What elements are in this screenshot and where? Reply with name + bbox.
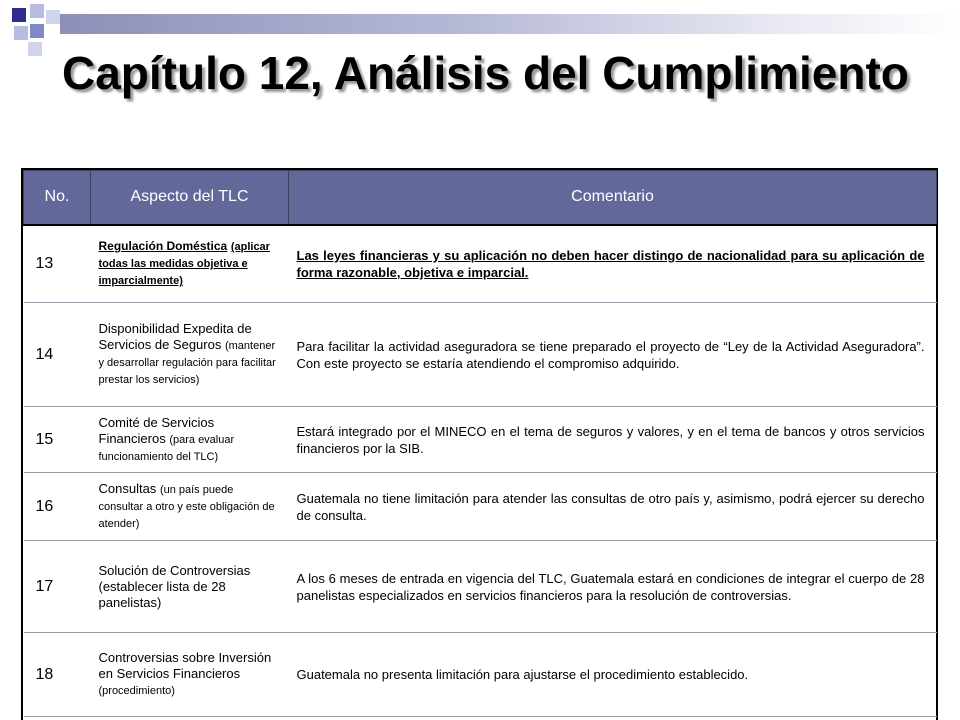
table-row bbox=[24, 407, 937, 473]
row-aspect bbox=[91, 303, 289, 407]
table-row bbox=[24, 633, 937, 717]
aspect-main: Regulación Doméstica bbox=[98, 239, 228, 254]
aspect-main: Consultas bbox=[98, 481, 157, 496]
aspect-sub: (mantener y desarrollar regulación para facilitar prestar los servicios) bbox=[98, 340, 276, 386]
row-comment: Guatemala no tiene limitación para atender las consultas de otro país y, asimismo, podrá ejercer su derecho de consulta. bbox=[289, 473, 937, 541]
row-comment: Las leyes financieras y su aplicación no deben hacer distingo de nacionalidad para su aplicación de forma razonable, objetiva e imparcial. bbox=[289, 225, 937, 303]
row-aspect bbox=[91, 407, 289, 473]
aspect-sub: (un país puede consultar a otro y este obligación de atender) bbox=[98, 484, 275, 530]
row-comment: A los 6 meses de entrada en vigencia del TLC, Guatemala estará en condiciones de integrar el cuerpo de 28 panelistas especializados en servicios financieros para la resolución de controversias. bbox=[289, 541, 937, 633]
slide-title: Capítulo 12, Análisis del Cumplimiento bbox=[62, 47, 909, 99]
row-aspect bbox=[91, 225, 289, 303]
compliance-table bbox=[23, 170, 937, 717]
aspect-sub: (procedimiento) bbox=[98, 685, 175, 697]
header-aspect: Aspecto del TLC bbox=[91, 171, 289, 225]
header-comment: Comentario bbox=[289, 171, 937, 225]
row-number: 18 bbox=[24, 633, 91, 717]
row-aspect bbox=[91, 541, 289, 633]
aspect-main: Disponibilidad Expedita de Servicios de Seguros bbox=[98, 321, 252, 352]
row-comment: Para facilitar la actividad aseguradora se tiene preparado el proyecto de “Ley de la Actividad Aseguradora”. Con este proyecto se estaría atendiendo el compromiso adquirido. bbox=[289, 303, 937, 407]
table-header-row bbox=[24, 171, 937, 225]
row-comment: Estará integrado por el MINECO en el tema de seguros y valores, y en el tema de bancos y otros servicios financieros por la SIB. bbox=[289, 407, 937, 473]
row-aspect bbox=[91, 633, 289, 717]
decor-square-pale bbox=[46, 10, 60, 24]
decor-square-pale bbox=[28, 42, 42, 56]
aspect-main: Solución de Controversias (establecer lista de 28 panelistas) bbox=[98, 562, 251, 610]
decor-square-mid bbox=[30, 24, 44, 38]
row-number: 16 bbox=[24, 473, 91, 541]
table-row bbox=[24, 541, 937, 633]
row-number: 15 bbox=[24, 407, 91, 473]
table-row bbox=[24, 473, 937, 541]
aspect-sub: (aplicar todas las medidas objetiva e imparcialmente) bbox=[98, 241, 270, 288]
table-row bbox=[24, 225, 937, 303]
aspect-main: Comité de Servicios Financieros bbox=[98, 414, 215, 446]
decor-square-light bbox=[30, 4, 44, 18]
decor-gradient-bar bbox=[60, 14, 960, 34]
row-number: 17 bbox=[24, 541, 91, 633]
header-no: No. bbox=[24, 171, 91, 225]
aspect-sub: (para evaluar funcionamiento del TLC) bbox=[98, 433, 235, 463]
row-number: 14 bbox=[24, 303, 91, 407]
aspect-main: Controversias sobre Inversión en Servicios Financieros bbox=[98, 650, 272, 681]
row-comment: Guatemala no presenta limitación para ajustarse el procedimiento establecido. bbox=[289, 633, 937, 717]
row-aspect bbox=[91, 473, 289, 541]
decor-square-dark bbox=[12, 8, 26, 22]
row-number: 13 bbox=[24, 225, 91, 303]
table-row bbox=[24, 303, 937, 407]
decor-square-light bbox=[14, 26, 28, 40]
